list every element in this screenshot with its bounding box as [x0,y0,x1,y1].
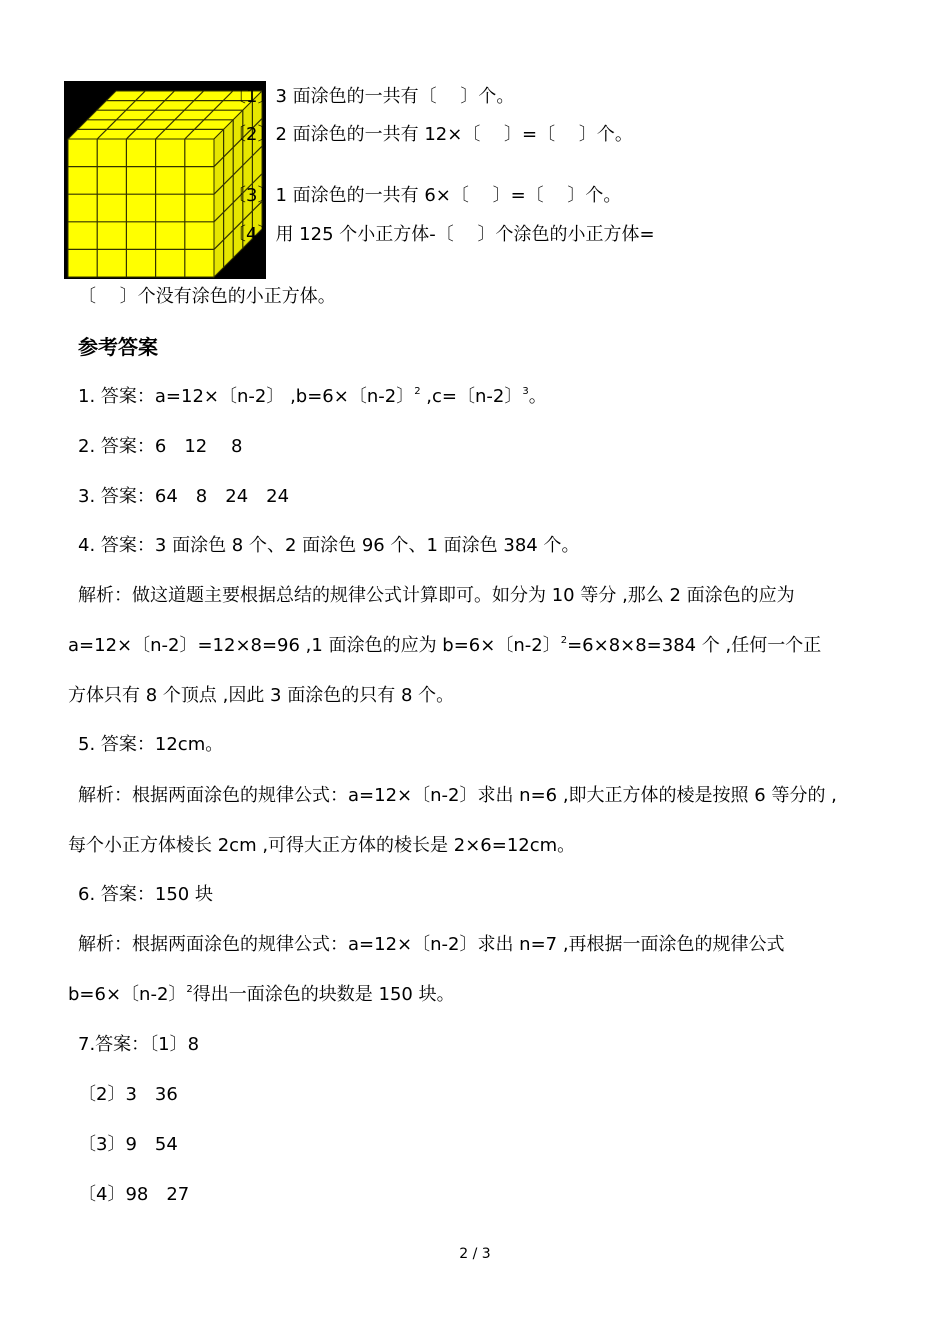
answer-4-explanation-1: 解析：做这道题主要根据总结的规律公式计算即可。如分为 10 等分 ,那么 2 面涂色的应为 [78,585,795,606]
question-4-continued: 〔 〕个没有涂色的小正方体。 [78,286,336,307]
answer-3: 3. 答案：64 8 24 24 [78,486,290,507]
answer-5: 5. 答案：12cm。 [78,734,224,755]
answer-5-explanation-2: 每个小正方体棱长 2cm ,可得大正方体的棱长是 2×6=12cm。 [68,835,576,856]
answer-2: 2. 答案：6 12 8 [78,436,243,457]
answer-4: 4. 答案：3 面涂色 8 个、2 面涂色 96 个、1 面涂色 384 个。 [78,535,580,556]
answer-6: 6. 答案：150 块 [78,884,213,905]
question-4: 〔4〕用 125 个小正方体-〔 〕个涂色的小正方体= [228,224,655,245]
question-3: 〔3〕1 面涂色的一共有 6×〔 〕=〔 〕个。 [228,185,622,206]
answer-6-explanation-2: b=6×〔n-2〕$^2$得出一面涂色的块数是 150 块。 [68,984,455,1005]
question-2: 〔2〕2 面涂色的一共有 12×〔 〕=〔 〕个。 [228,124,633,145]
answer-4-explanation-2: a=12×〔n-2〕=12×8=96 ,1 面涂色的应为 b=6×〔n-2〕$^2$=6×8×8=384 个 ,任何一个正 [68,635,822,656]
answer-6-explanation-1: 解析：根据两面涂色的规律公式：a=12×〔n-2〕求出 n=7 ,再根据一面涂色的规律公式 [78,934,785,955]
answer-7: 7.答案：〔1〕8 [78,1034,200,1055]
answer-5-explanation-1: 解析：根据两面涂色的规律公式：a=12×〔n-2〕求出 n=6 ,即大正方体的棱是按照 6 等分的 , [78,785,837,806]
question-1: 〔1〕3 面涂色的一共有〔 〕个。 [228,86,515,107]
answer-7-part-2: 〔2〕3 36 [78,1084,178,1105]
answer-7-part-4: 〔4〕98 27 [78,1184,190,1205]
answer-7-part-3: 〔3〕9 54 [78,1134,178,1155]
yellow-cube-figure [64,81,266,279]
answer-4-explanation-3: 方体只有 8 个顶点 ,因此 3 面涂色的只有 8 个。 [68,685,455,706]
answers-heading: 参考答案 [78,335,158,359]
page-number: 2 / 3 [459,1246,491,1262]
answer-1: 1. 答案：a=12×〔n-2〕 ,b=6×〔n-2〕$^2$ ,c=〔n-2〕$^3$。 [78,386,547,407]
